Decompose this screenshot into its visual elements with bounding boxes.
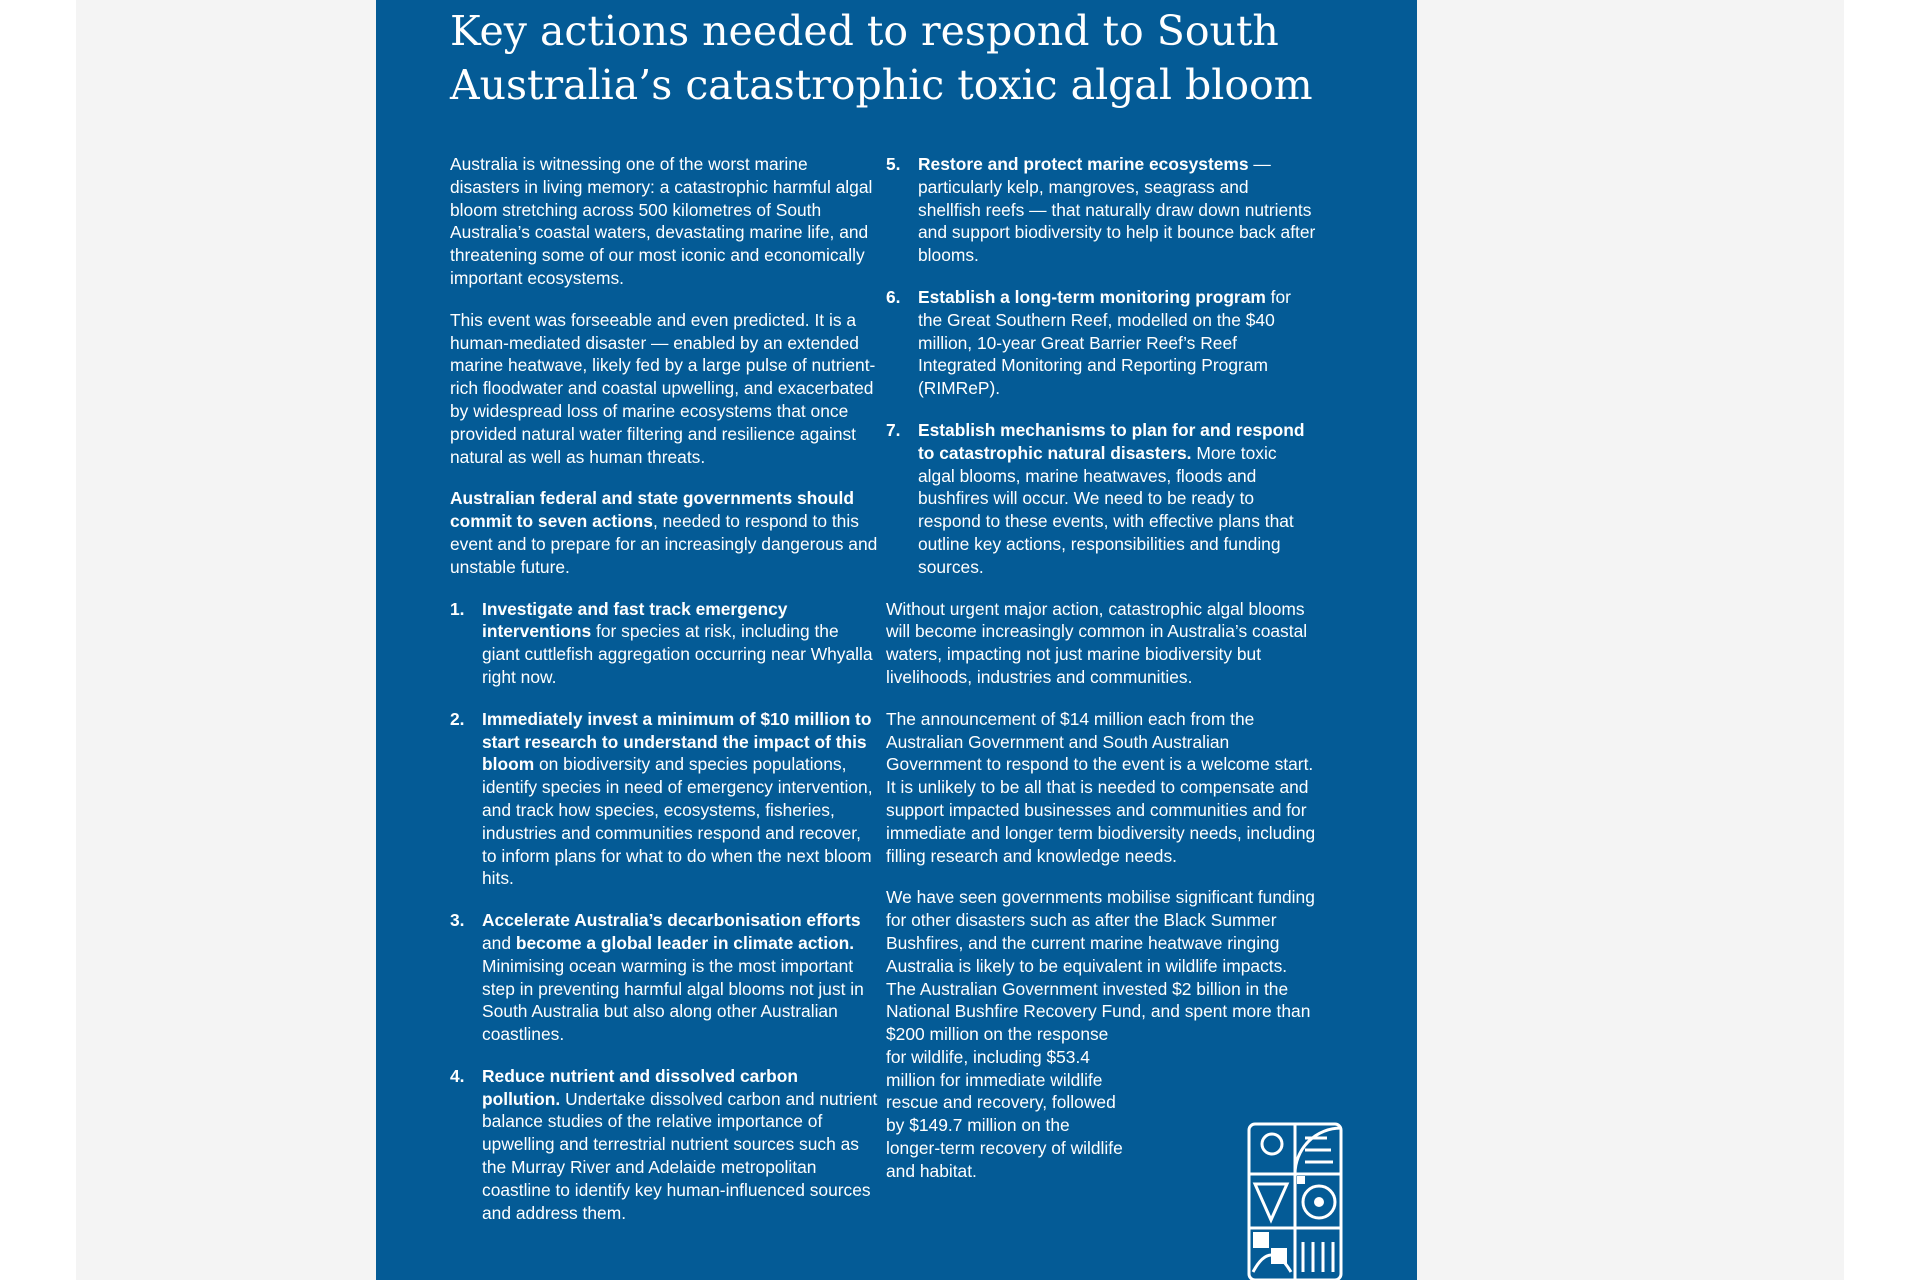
action-item — [450, 598, 880, 689]
action-text: More toxic algal blooms, marine heatwaves, floods and bushfires will occur. We need to be ready to respond to these events, with effective plans that outline key actions, responsibilities and funding sources. — [918, 442, 1294, 577]
action-number: 7. — [886, 419, 901, 440]
intro-paragraph: This event was forseeable and even predicted. It is a human-mediated disaster — enabled by an extended marine heatwave, likely fed by a large pulse of nutrient-rich floodwater and coastal upwelling, and exacerbated by widespread loss of marine ecosystems that once provided natural water filtering and resilience against natural as well as human threats. — [450, 309, 876, 467]
action-heading: Establish a long-term monitoring program — [918, 286, 1266, 307]
closing-paragraph: The announcement of $14 million each from the Australian Government and South Australian Government to respond to the event is a welcome start. It is unlikely to be all that is needed to compensate and support impacted businesses and communities and for immediate and longer term biodiversity needs, including filling research and knowledge needs. — [886, 708, 1316, 866]
action-text: — particularly kelp, mangroves, seagrass and shellfish reefs — that naturally draw down nutrients and support biodiversity to help it bounce back after blooms. — [918, 154, 1316, 266]
geometric-letter-b-logo-icon — [1247, 1122, 1343, 1280]
action-item — [886, 419, 1316, 579]
action-number: 5. — [886, 154, 901, 174]
closing-paragraph: Without urgent major action, catastrophic algal blooms will become increasingly common in Australia’s coastal waters, impacting not just marine biodiversity but livelihoods, industries and communities. — [886, 598, 1308, 687]
action-number: 6. — [886, 286, 901, 307]
actions-list-part-1 — [450, 598, 880, 1225]
action-number: 4. — [450, 1065, 465, 1086]
action-item — [450, 909, 880, 1046]
action-number: 1. — [450, 598, 465, 619]
action-heading: Restore and protect marine ecosystems — [918, 154, 1249, 174]
action-heading: Accelerate Australia’s decarbonisation efforts — [482, 910, 861, 931]
document-panel — [376, 0, 1417, 1280]
actions-list-part-2 — [886, 153, 1316, 579]
action-text: Undertake dissolved carbon and nutrient balance studies of the relative importance of upwelling and terrestrial nutrient sources such as the Murray River and Adelaide metropolitan coastline to identify key human-influenced sources and address them. — [482, 1088, 878, 1223]
call-to-action-bold: Australian federal and state governments should commit to seven actions — [450, 488, 854, 532]
action-heading: Immediately invest a minimum of $10 million to start research to understand the impact of this bloom — [482, 708, 872, 775]
action-heading: Establish mechanisms to plan for and respond to catastrophic natural disasters. — [918, 419, 1305, 463]
closing-paragraph: We have seen governments mobilise significant funding for other disasters such as after the Black Summer Bushfires, and the current marine heatwave ringing Australia is likely to be equivalent in wildlife impacts. The Australian Government invested $2 billion in the National Bushfire Recovery Fund, and spent more than — [886, 887, 1315, 1022]
action-number: 2. — [450, 708, 465, 729]
action-item — [450, 708, 880, 890]
left-column — [450, 153, 880, 1243]
action-text: on biodiversity and species populations, identify species in need of emergency intervention, and track how species, ecosystems, fisheries, industries and communities respond and recover, to inform plans for what to do when the next bloom hits. — [482, 754, 873, 889]
action-heading-2: become a global leader in climate action. — [515, 932, 855, 953]
action-item — [886, 153, 1316, 267]
intro-paragraph: Australia is witnessing one of the worst marine disasters in living memory: a catastrophic harmful algal bloom stretching across 500 kilometres of South Australia’s coastal waters, devastating marine life, and threatening some of our most iconic and economically important ecosystems. — [450, 154, 873, 288]
closing-paragraph-continued: $200 million on the response for wildlife, including $53.4 million for immediate wildlife rescue and recovery, followed by $149.7 million on the longer-term recovery of wildlife and habitat. — [886, 1024, 1123, 1181]
page-title: Key actions needed to respond to South Australia’s catastrophic toxic algal bloom — [450, 7, 1313, 109]
action-item — [450, 1065, 880, 1225]
action-text: for the Great Southern Reef, modelled on the $40 million, 10-year Great Barrier Reef’s Reef Integrated Monitoring and Reporting Program (RIMReP). — [918, 286, 1291, 399]
action-heading: Reduce nutrient and dissolved carbon pollution. — [482, 1065, 798, 1109]
call-to-action-paragraph — [450, 487, 880, 578]
call-to-action-text: , needed to respond to this event and to prepare for an increasingly dangerous and unstable future. — [450, 511, 878, 577]
action-item — [886, 286, 1316, 400]
right-column — [886, 153, 1316, 1183]
action-connector: and — [482, 932, 516, 953]
action-number: 3. — [450, 910, 465, 931]
action-heading: Investigate and fast track emergency interventions — [482, 598, 788, 642]
action-text: Minimising ocean warming is the most important step in preventing harmful algal blooms not just in South Australia but also along other Australian coastlines. — [482, 955, 864, 1045]
action-text: for species at risk, including the giant cuttlefish aggregation occurring near Whyalla right now. — [482, 621, 873, 687]
